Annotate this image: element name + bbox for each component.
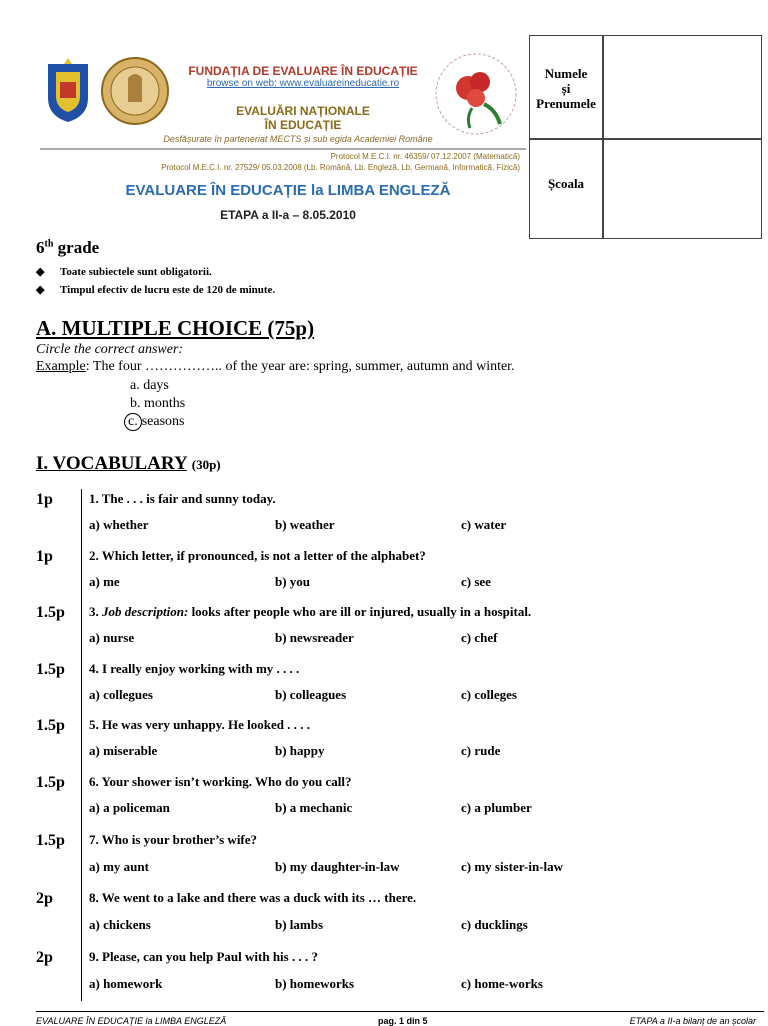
answer-option-a[interactable]: a) homework: [89, 976, 163, 991]
answer-option-c[interactable]: c) rude: [461, 743, 501, 758]
answer-option-c[interactable]: c) chef: [461, 630, 498, 645]
answer-option-a[interactable]: a) miserable: [89, 743, 158, 758]
romania-coat-of-arms-icon: [42, 54, 94, 124]
circled-answer: c.: [124, 413, 142, 431]
example-option-c: c. seasons: [124, 413, 185, 431]
question-text: 6. Your shower isn’t working. Who do you call?: [89, 774, 352, 789]
answer-option-b[interactable]: b) a mechanic: [275, 800, 353, 815]
question-text: 5. He was very unhappy. He looked . . . .: [89, 717, 311, 732]
footer-left: EVALUARE ÎN EDUCAȚIE la LIMBA ENGLEZĂ: [36, 1016, 227, 1026]
answer-option-c[interactable]: c) my sister-in-law: [461, 859, 564, 874]
answer-option-a[interactable]: a) nurse: [89, 630, 135, 645]
foundation-flower-logo-icon: [426, 48, 526, 140]
question-points: 1.5p: [36, 661, 65, 678]
question-text: 9. Please, can you help Paul with his . . . ?: [89, 949, 318, 964]
section-a-title: A. MULTIPLE CHOICE (75p): [36, 316, 315, 340]
answer-option-c[interactable]: c) water: [461, 517, 507, 532]
question-text: 3. Job description: looks after people who are ill or injured, usually in a hospital.: [89, 604, 532, 619]
answer-option-b[interactable]: b) homeworks: [275, 976, 355, 991]
question-text: 7. Who is your brother’s wife?: [89, 832, 258, 847]
header-divider: [40, 148, 526, 150]
page-number: pag. 1 din 5: [378, 1016, 428, 1026]
rule-bullet-1: ◆ Toate subiectele sunt obligatorii.: [36, 266, 212, 278]
footer-right: ETAPA a II-a bilanț de an școlar: [629, 1016, 756, 1026]
example-sentence: Example: The four …………….. of the year are: spring, summer, autumn and winter.: [36, 359, 515, 374]
answer-option-c[interactable]: c) colleges: [461, 687, 517, 702]
exam-stage-date: ETAPA a II-a – 8.05.2010: [220, 208, 356, 222]
question-points: 2p: [36, 949, 53, 966]
example-option-b: b. months: [130, 396, 186, 411]
answer-option-a[interactable]: a) a policeman: [89, 800, 170, 815]
student-info-box: [529, 35, 762, 239]
org-name: FUNDAȚIA DE EVALUARE ÎN EDUCAȚIE: [188, 64, 418, 78]
question-text: 8. We went to a lake and there was a duck with its … there.: [89, 890, 417, 905]
points-divider-line: [81, 489, 82, 1001]
section-i-title: I. VOCABULARY (30p): [36, 453, 221, 474]
answer-option-c[interactable]: c) a plumber: [461, 800, 532, 815]
question-points: 1.5p: [36, 832, 65, 849]
school-label: Școala: [547, 176, 585, 191]
question-points: 2p: [36, 890, 53, 907]
answer-option-b[interactable]: b) happy: [275, 743, 325, 758]
protocol-line-2: Protocol M.E.C.I. nr. 27529/ 05.03.2008 (Lb. Română, Lb. Engleză, Lb. Germană, Informatică, Fizică): [161, 163, 520, 172]
answer-option-a[interactable]: a) me: [89, 574, 120, 589]
school-field[interactable]: [604, 140, 761, 238]
answer-option-b[interactable]: b) you: [275, 574, 311, 589]
section-a-instruction: Circle the correct answer:: [36, 342, 184, 357]
partnership-note: Desfășurate în parteneriat MECTS și sub egida Academiei Române: [163, 134, 433, 144]
answer-option-a[interactable]: a) collegues: [89, 687, 153, 702]
protocol-line-1: Protocol M.E.C.I. nr. 46359/ 07.12.2007 (Matematică): [330, 152, 520, 161]
academy-seal-icon: [100, 56, 170, 126]
answer-option-b[interactable]: b) lambs: [275, 917, 324, 932]
evaluari-line2: ÎN EDUCAȚIE: [264, 118, 342, 132]
grade-heading: 6th grade: [36, 238, 100, 257]
website-link[interactable]: browse on web: www.evaluareineducatie.ro: [206, 78, 400, 89]
exam-title: EVALUARE ÎN EDUCAȚIE la LIMBA ENGLEZĂ: [125, 182, 451, 199]
example-option-a: a. days: [130, 378, 169, 393]
answer-option-c[interactable]: c) home-works: [461, 976, 543, 991]
answer-option-b[interactable]: b) newsreader: [275, 630, 354, 645]
header-banner: [38, 36, 528, 238]
answer-option-a[interactable]: a) chickens: [89, 917, 151, 932]
answer-option-b[interactable]: b) colleagues: [275, 687, 347, 702]
answer-option-b[interactable]: b) weather: [275, 517, 335, 532]
answer-option-b[interactable]: b) my daughter-in-law: [275, 859, 400, 874]
question-points: 1p: [36, 491, 53, 508]
name-label: Numele și Prenumele: [536, 66, 596, 111]
question-text: 1. The . . . is fair and sunny today.: [89, 491, 276, 506]
question-points: 1.5p: [36, 604, 65, 621]
question-points: 1.5p: [36, 774, 65, 791]
answer-option-a[interactable]: a) my aunt: [89, 859, 149, 874]
rule-bullet-2: ◆ Timpul efectiv de lucru este de 120 de minute.: [36, 284, 276, 296]
evaluari-line1: EVALUĂRI NAȚIONALE: [236, 104, 370, 118]
question-text: 2. Which letter, if pronounced, is not a letter of the alphabet?: [89, 548, 426, 563]
question-text: 4. I really enjoy working with my . . . .: [89, 661, 300, 676]
answer-option-c[interactable]: c) see: [461, 574, 491, 589]
name-field[interactable]: [604, 36, 761, 137]
answer-option-c[interactable]: c) ducklings: [461, 917, 528, 932]
question-points: 1p: [36, 548, 53, 565]
question-points: 1.5p: [36, 717, 65, 734]
answer-option-a[interactable]: a) whether: [89, 517, 149, 532]
footer-divider: [36, 1011, 764, 1012]
